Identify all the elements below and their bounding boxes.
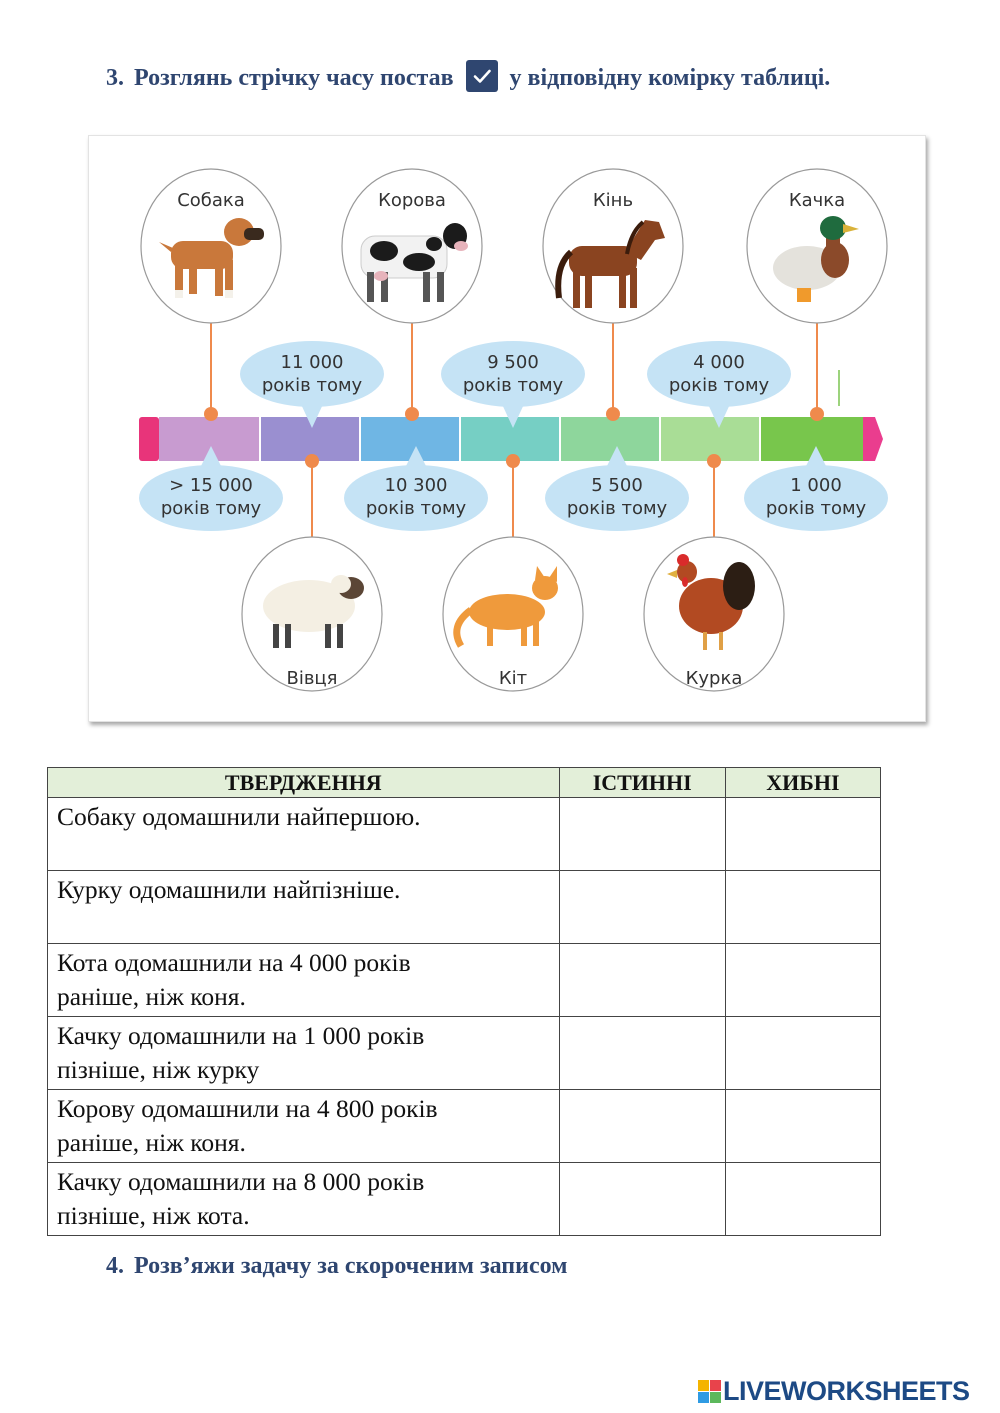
marker-hen xyxy=(707,454,721,468)
task-3-heading xyxy=(106,62,830,94)
task-number: 3. xyxy=(106,64,124,91)
statement-line: Корову одомашнили на 4 800 років xyxy=(57,1094,438,1123)
animal-name: Курка xyxy=(685,668,743,689)
animal-horse xyxy=(543,169,683,323)
false-answer-cell[interactable] xyxy=(725,1090,880,1163)
top-year-labels xyxy=(240,341,791,428)
svg-text:11 000: 11 000 xyxy=(280,352,344,373)
statement-line: раніше, ніж коня. xyxy=(57,982,246,1011)
task-instruction-part2: у відповідну комірку таблиці. xyxy=(509,64,831,91)
table-row xyxy=(48,1090,881,1163)
task-number: 4. xyxy=(106,1253,124,1279)
true-answer-cell[interactable] xyxy=(559,1090,725,1163)
false-answer-cell[interactable] xyxy=(725,1163,880,1236)
svg-text:років тому: років тому xyxy=(160,498,262,519)
statement-cell xyxy=(48,1090,560,1163)
svg-text:років тому: років тому xyxy=(261,375,363,396)
liveworksheets-logo xyxy=(698,1376,970,1407)
statement-cell xyxy=(48,871,560,944)
animal-name: Кіт xyxy=(498,668,528,689)
timeline-segment xyxy=(361,417,459,461)
task-instruction: Розв’яжи задачу за скороченим записом xyxy=(134,1253,568,1279)
marker-sheep xyxy=(305,454,319,468)
marker-cat xyxy=(506,454,520,468)
animal-dog xyxy=(141,169,281,323)
statement-cell xyxy=(48,798,560,871)
false-answer-cell[interactable] xyxy=(725,944,880,1017)
svg-text:років тому: років тому xyxy=(462,375,564,396)
statement-line: Качку одомашнили на 1 000 років xyxy=(57,1021,425,1050)
statement-line: Курку одомашнили найпізніше. xyxy=(57,875,401,904)
task-instruction-part1: Розглянь стрічку часу постав xyxy=(134,64,454,91)
true-answer-cell[interactable] xyxy=(559,1163,725,1236)
timeline-end-arrow xyxy=(863,417,883,461)
animal-name: Качка xyxy=(788,190,846,211)
svg-text:років тому: років тому xyxy=(668,375,770,396)
animal-sheep xyxy=(242,537,382,691)
true-answer-cell[interactable] xyxy=(559,798,725,871)
timeline-segment xyxy=(461,417,559,461)
statement-cell xyxy=(48,1163,560,1236)
table-row xyxy=(48,1163,881,1236)
true-answer-cell[interactable] xyxy=(559,871,725,944)
statement-cell xyxy=(48,944,560,1017)
header-statement: ТВЕРДЖЕННЯ xyxy=(48,768,560,798)
header-false: ХИБНІ xyxy=(725,768,880,798)
statements-table xyxy=(47,767,881,1236)
animal-name: Корова xyxy=(378,190,446,211)
table-row xyxy=(48,944,881,1017)
timeline-segment xyxy=(561,417,659,461)
animal-hen xyxy=(644,537,784,691)
animal-cat xyxy=(443,537,583,691)
table-row xyxy=(48,798,881,871)
statement-line: Собаку одомашнили найпершою. xyxy=(57,802,421,831)
false-answer-cell[interactable] xyxy=(725,798,880,871)
checkmark-icon xyxy=(466,60,498,92)
label-4000 xyxy=(647,341,791,428)
label-9500 xyxy=(441,341,585,428)
statement-line: пізніше, ніж кота. xyxy=(57,1201,250,1230)
timeline-illustration xyxy=(88,135,926,722)
animal-name: Кінь xyxy=(592,190,634,211)
logo-text: LIVEWORKSHEETS xyxy=(723,1376,970,1406)
svg-text:4 000: 4 000 xyxy=(693,352,745,373)
svg-text:років тому: років тому xyxy=(365,498,467,519)
timeline-start-cap xyxy=(139,417,159,461)
svg-text:9 500: 9 500 xyxy=(487,352,539,373)
label-11000 xyxy=(240,341,384,428)
false-answer-cell[interactable] xyxy=(725,1017,880,1090)
marker-dog xyxy=(204,407,218,421)
animal-duck xyxy=(747,169,887,323)
marker-duck xyxy=(810,407,824,421)
svg-text:років тому: років тому xyxy=(765,498,867,519)
marker-horse xyxy=(606,407,620,421)
animal-name: Вівця xyxy=(286,668,338,689)
liveworksheets-logo-icon xyxy=(698,1380,721,1403)
true-answer-cell[interactable] xyxy=(559,944,725,1017)
statement-line: Кота одомашнили на 4 000 років xyxy=(57,948,411,977)
animal-cow xyxy=(342,169,482,323)
svg-text:1 000: 1 000 xyxy=(790,475,842,496)
timeline-segment xyxy=(661,417,759,461)
table-header-row xyxy=(48,768,881,798)
table-row xyxy=(48,1017,881,1090)
svg-text:5 500: 5 500 xyxy=(591,475,643,496)
false-answer-cell[interactable] xyxy=(725,871,880,944)
statement-line: Качку одомашнили на 8 000 років xyxy=(57,1167,425,1196)
marker-cow xyxy=(405,407,419,421)
task-4-heading xyxy=(106,1253,568,1280)
table-row xyxy=(48,871,881,944)
statement-cell xyxy=(48,1017,560,1090)
animal-name: Собака xyxy=(177,190,245,211)
svg-text:років тому: років тому xyxy=(566,498,668,519)
svg-text:> 15 000: > 15 000 xyxy=(169,475,253,496)
true-answer-cell[interactable] xyxy=(559,1017,725,1090)
header-true: ІСТИННІ xyxy=(559,768,725,798)
statement-line: раніше, ніж коня. xyxy=(57,1128,246,1157)
statement-line: пізніше, ніж курку xyxy=(57,1055,260,1084)
svg-text:10 300: 10 300 xyxy=(384,475,448,496)
